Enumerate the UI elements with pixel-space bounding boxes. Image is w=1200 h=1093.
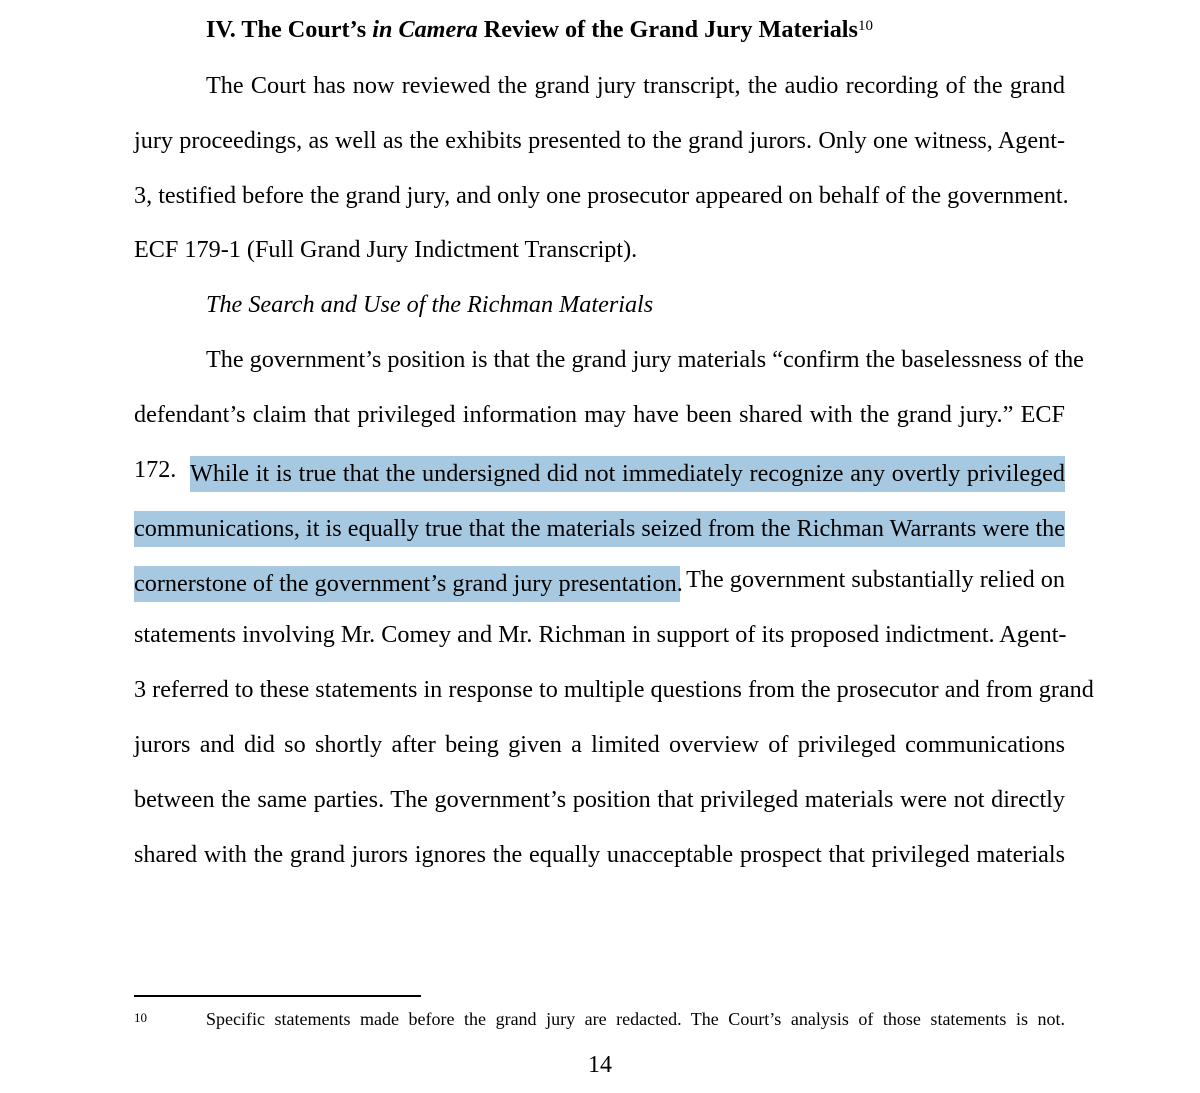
para2-line-9: between the same parties. The government’s position that privileged materials were not directly [134,786,1065,813]
para2-line-5 [134,566,1065,602]
footnote-divider [134,995,421,997]
highlighted-text[interactable]: communications, it is equally true that the materials seized from the Richman Warrants were the [134,511,1065,547]
para2-line-1: The government’s position is that the grand jury materials “confirm the baselessness of the [206,346,1084,373]
para1-line-2: jury proceedings, as well as the exhibits presented to the grand jurors. Only one witness, Agent- [134,127,1065,154]
page-number: 14 [588,1052,612,1078]
para1-line-3: 3, testified before the grand jury, and only one prosecutor appeared on behalf of the government. [134,182,1069,209]
para1-line-4: ECF 179-1 (Full Grand Jury Indictment Transcript). [134,236,638,263]
heading-italic: in Camera [372,16,478,43]
para2-line-8: jurors and did so shortly after being given a limited overview of privileged communications [134,731,1065,758]
para2-line3-prefix: 172. [134,456,177,483]
section-heading [206,16,873,44]
footnote-reference[interactable]: 10 [857,18,873,34]
highlighted-text[interactable]: While it is true that the undersigned did not immediately recognize any overtly privileged [190,456,1065,492]
para2-line-6: statements involving Mr. Comey and Mr. Richman in support of its proposed indictment. Agent- [134,621,1067,648]
heading-numeral: IV. The Court’s [206,16,373,43]
highlighted-text[interactable]: cornerstone of the government’s grand jury presentation. [134,566,680,602]
para1-line-1: The Court has now reviewed the grand jury transcript, the audio recording of the grand [206,72,1065,99]
para2-line5-rest: The government substantially relied on [686,566,1065,593]
para2-line-4 [134,511,1065,547]
para2-line-2: defendant’s claim that privileged information may have been shared with the grand jury.” ECF [134,401,1065,428]
footnote-text: Specific statements made before the grand jury are redacted. The Court’s analysis of those statements is not. [206,1009,1065,1029]
para2-line-3 [134,456,1065,492]
subheading: The Search and Use of the Richman Materials [206,291,654,318]
footnote-number: 10 [134,1010,147,1025]
heading-rest: Review of the Grand Jury Materials [477,16,858,43]
para2-line-10: shared with the grand jurors ignores the equally unacceptable prospect that privileged materials [134,841,1065,868]
para2-line-7: 3 referred to these statements in response to multiple questions from the prosecutor and from grand [134,676,1094,703]
